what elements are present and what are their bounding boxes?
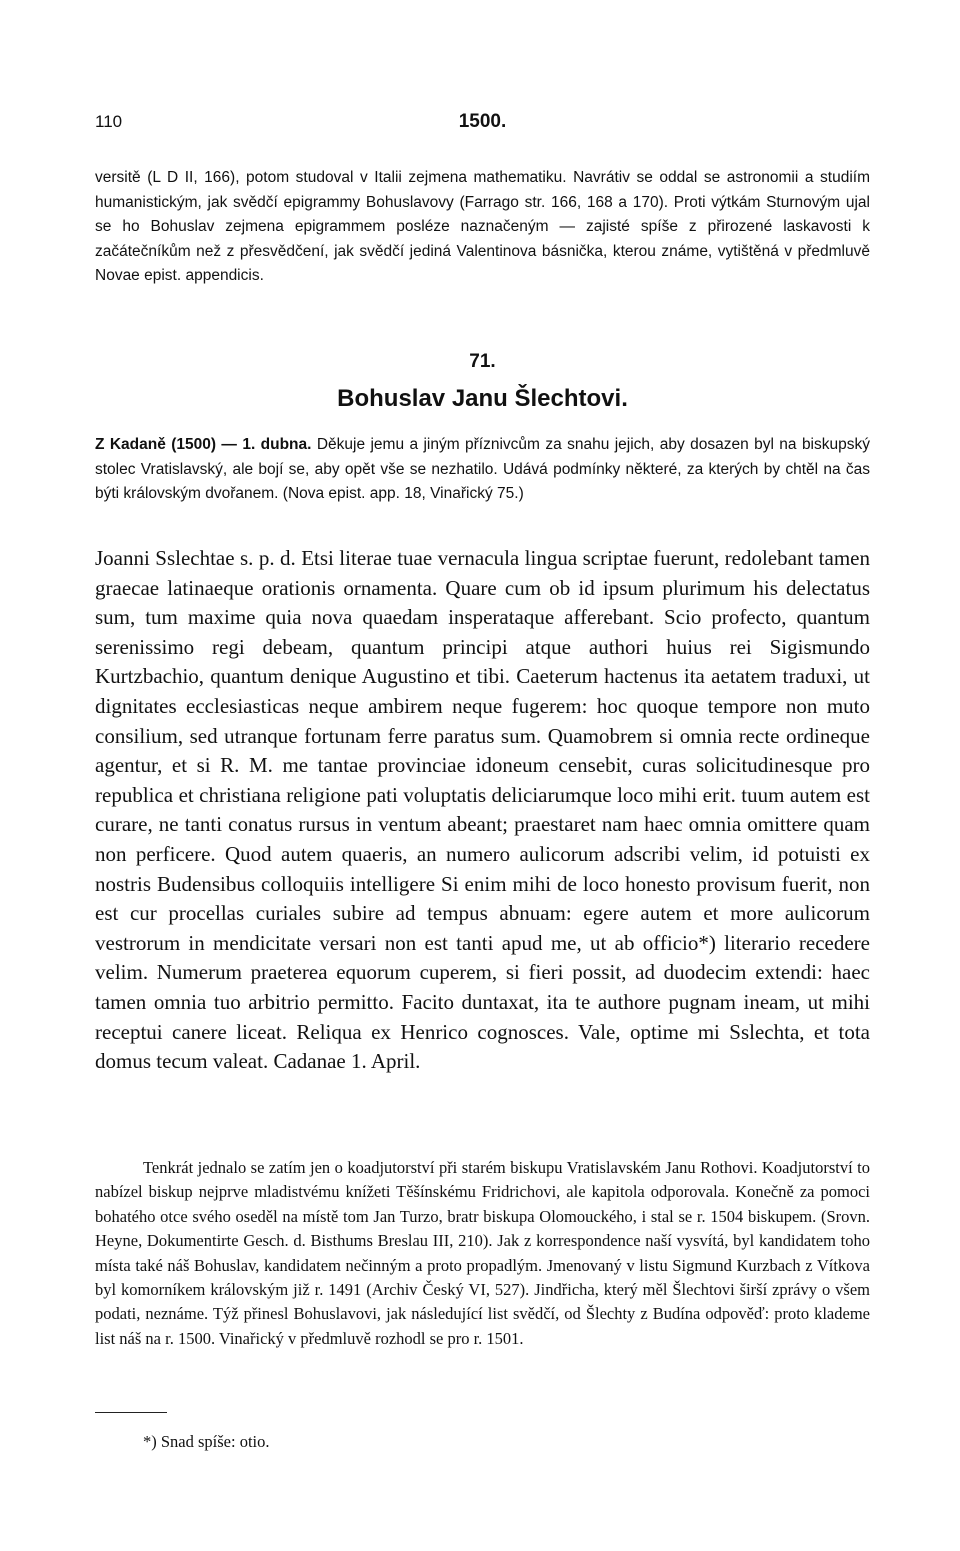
summary-lead: Z Kadaně (1500) — 1. dubna. xyxy=(95,436,312,453)
page-number: 110 xyxy=(95,112,123,131)
footnote: *) Snad spíše: otio. xyxy=(143,1432,270,1451)
running-title: 1500. xyxy=(458,111,507,132)
letter-title: Bohuslav Janu Šlechtovi. xyxy=(337,385,628,412)
summary-text: Děkuje jemu a jiným příznivcům za snahu jejich, aby dosazen byl na biskupský stolec Vratislavský, ale bojí se, aby opět vše se nezhatilo. Udává podmínky některé, za kterých by chtěl na čas býti královským dvořanem. (Nova epist. app. 18, Vinařický 75.) xyxy=(95,436,870,502)
letter-summary xyxy=(95,433,870,507)
intro-paragraph: versitě (L D II, 166), potom studoval v Italii zejmena mathematiku. Navrátiv se oddal se astronomii a studiím humanistickým, jak svědčí epigrammy Bohuslavovy (Farrago str. 166, 168 a 170). Proti výtkám Sturnovým ujal se ho Bohuslav zejmena epigrammem posléze naznačeným — zajisté spíše z přirozené laskavosti k začátečníkům než z přesvědčení, jak svědčí jediná Valentinova básnička, kterou známe, vytištěná v předmluvě Novae epist. appendicis. xyxy=(95,169,870,284)
footnote-divider xyxy=(95,1412,167,1413)
commentary-paragraph: Tenkrát jednalo se zatím jen o koadjutorství při starém biskupu Vratislavském Janu Rothovi. Koadjutorství to nabízel biskup nejprve mladistvému knížeti Těšínskému Fridrichovi, ale kapitola odporovala. Konečně za pomoci bohatého otce svého oseděl na místě tom Jan Turzo, bratr biskupa Olomouckého, i stal se r. 1504 biskupem. (Srovn. Heyne, Dokumentirte Gesch. d. Bisthums Breslau III, 210). Jak z korrespondence naší vysvítá, byl kandidatem toho místa také náš Bohuslav, kandidatem nečinným a proto propadlým. Jmenovaný v listu Sigmund Kurzbach z Vítkova byl komorníkem královským již r. 1491 (Archiv Český VI, 527). Jindřicha, který měl Šlechtovi širší zprávy o všem podati, neznáme. Týž přinesl Bohuslavovi, jak následující list svědčí, od Šlechty z Budína odpověď: proto klademe list náš na r. 1500. Vinařický v předmluvě rozhodl se pro r. 1501. xyxy=(95,1158,870,1348)
latin-letter-text: Joanni Sslechtae s. p. d. Etsi literae tuae vernacula lingua scriptae fuerunt, redolebant tamen graecae latinaeque orationis ornamenta. Quare cum ob id ipsum plurimum his delectatus sum, tum maxime quia nova quaedam insperataque afferebant. Scio profecto, quantum serenissimo regi debeam, quantum principi atque authori huius rei Sigismundo Kurtzbachio, quantum denique Augustino et tibi. Caeterum hactenus ita aetatem traduxi, ut dignitates ecclesiasticas neque ambirem neque fugerem: hoc quoque tempore non muto consilium, sed utranque fortunam ferre paratus sum. Quamobrem si omnia recte ordineque agentur, et si R. M. me tantae provinciae idoneum censebit, curas solicitudinesque pro republica et christiana religione pati voluptatis deliciarumque loco mihi erit. tuum autem est curare, ne tanti conatus rursus in ventum abeant; praestaret nam haec omnia omittere quam non perficere. Quod autem quaeris, an numero aulicorum adscribi velim, id potuisti ex nostris Budensibus colloquiis intelligere Si enim mihi de loco honesto provisum fuerit, non est cur procellas curiales subire ad tempus abnuam: egere autem et more aulicorum vestrorum in mendicitate versari non est tanti apud me, ut ab officio*) literario recedere velim. Numerum praeterea equorum cuperem, si fieri possit, ad duodecim extendi: haec tamen omnia tuo arbitrio permitto. Facito duntaxat, ita te authore pugnam ineam, ut mihi receptui canere liceat. Reliqua ex Henrico cognosces. Vale, optime mi Sslechta, et tota domus tecum valeat. Cadanae 1. April. xyxy=(95,546,870,1074)
letter-number: 71. xyxy=(469,351,496,372)
running-head xyxy=(95,112,870,138)
